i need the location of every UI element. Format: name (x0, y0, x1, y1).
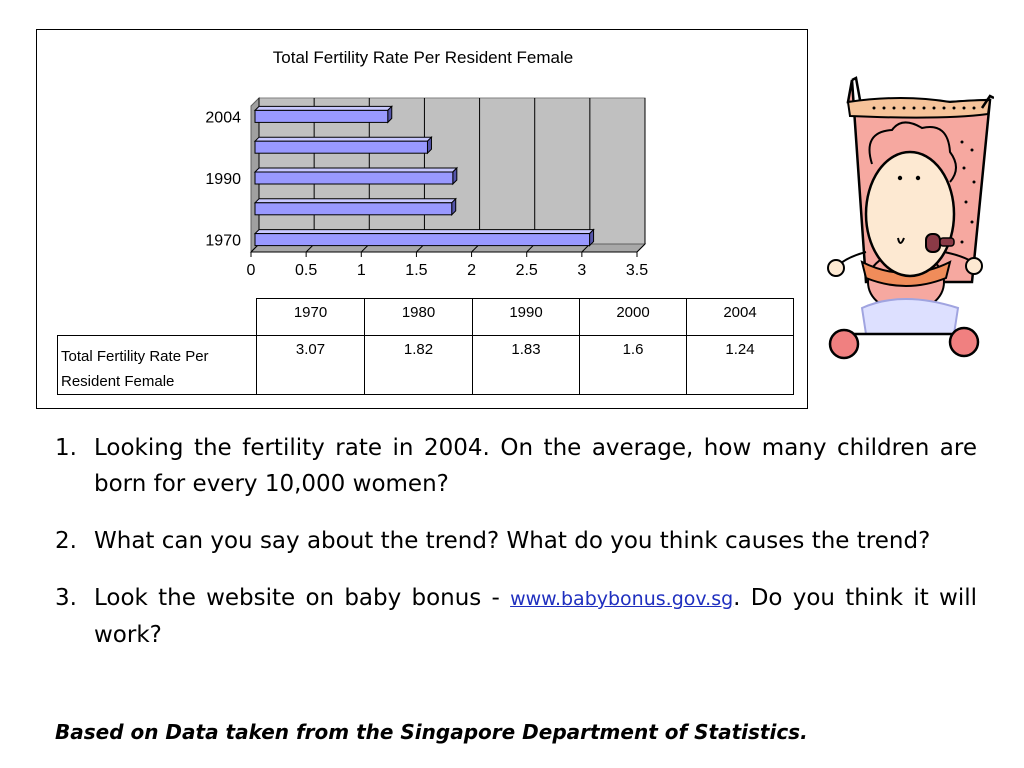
question-item (55, 523, 977, 559)
x-tick-label: 2 (467, 262, 477, 279)
x-tick-label: 0 (246, 262, 256, 279)
table-cell: 1.6 (580, 336, 687, 395)
chart-title: Total Fertility Rate Per Resident Female (272, 48, 574, 67)
bar-top (255, 137, 431, 141)
baby-bonus-link[interactable]: www.babybonus.gov.sg (510, 588, 734, 610)
bar (255, 110, 388, 122)
question-item (55, 580, 977, 653)
x-tick-label: 0.5 (295, 262, 318, 279)
question-text-after: . Do you think it will work? (94, 585, 978, 648)
question-text-before: Look the website on baby bonus - (94, 585, 511, 611)
bar-top (255, 106, 392, 110)
x-tick-label: 3 (577, 262, 587, 279)
table-header-cell: 1990 (473, 299, 580, 336)
question-text: Looking the fertility rate in 2004. On the average, how many children are born for every 10,000 women? (94, 435, 977, 497)
question-list (55, 430, 977, 674)
x-tick-label: 1.5 (405, 262, 428, 279)
bar-chart (37, 30, 809, 298)
table-row (58, 336, 794, 395)
x-tick-label: 1 (356, 262, 366, 279)
y-tick-label: 2004 (205, 109, 241, 127)
bar-top (255, 230, 594, 234)
table-header-cell: 1980 (365, 299, 473, 336)
table-header-cell: 1970 (257, 299, 365, 336)
bar (255, 172, 453, 184)
table-cell: 3.07 (257, 336, 365, 395)
question-item (55, 430, 977, 502)
question-number: 3. (55, 585, 77, 611)
x-tick-label: 2.5 (515, 262, 538, 279)
bar-top (255, 199, 456, 203)
y-tick-label: 1990 (205, 171, 241, 188)
table-row-label: Total Fertility Rate Per Resident Female (58, 336, 257, 395)
bar (255, 203, 452, 215)
table-header-row (58, 299, 794, 336)
table-cell: 1.24 (687, 336, 794, 395)
table-cell: 1.82 (365, 336, 473, 395)
table-header-cell: 2000 (580, 299, 687, 336)
data-table (57, 298, 794, 395)
baby-in-stroller-illustration (822, 72, 994, 368)
chart-panel (36, 29, 808, 409)
table-header-cell: 2004 (687, 299, 794, 336)
table-cell: 1.83 (473, 336, 580, 395)
bar (255, 234, 590, 246)
bar-top (255, 168, 457, 172)
question-text: What can you say about the trend? What do you think causes the trend? (94, 528, 931, 554)
question-number: 1. (55, 435, 77, 461)
bar (255, 141, 427, 153)
table-corner-cell (58, 299, 257, 336)
x-tick-label: 3.5 (625, 262, 649, 279)
source-note: Based on Data taken from the Singapore Department of Statistics. (55, 720, 808, 744)
question-number: 2. (55, 528, 77, 554)
y-tick-label: 1970 (205, 232, 241, 250)
